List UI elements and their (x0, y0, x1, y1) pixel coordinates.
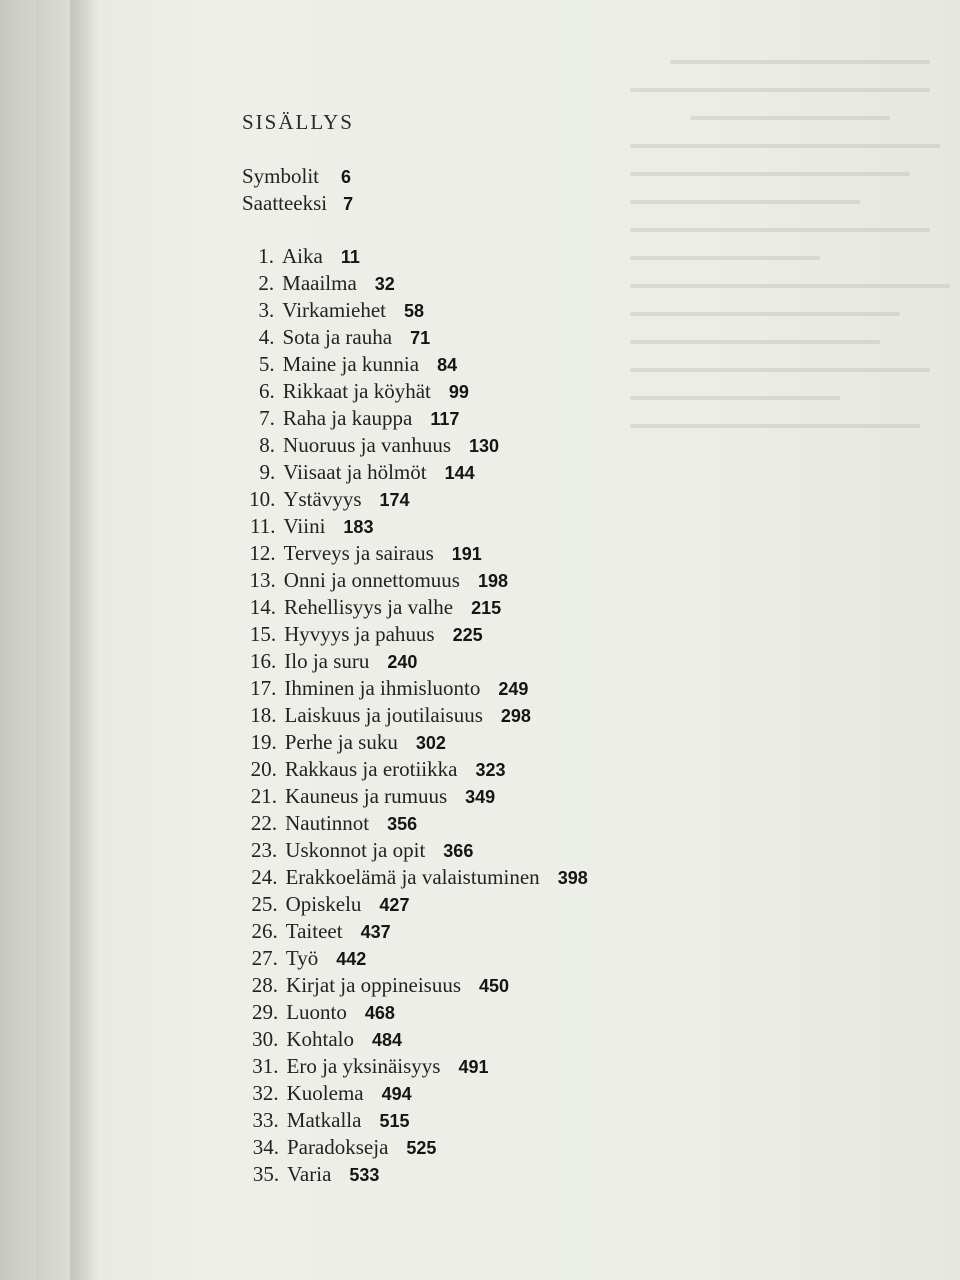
chapter-page-number: 323 (475, 760, 506, 780)
chapter-number: 12. (249, 541, 276, 565)
chapter-title: Hyvyys ja pahuus (284, 622, 435, 646)
chapter-number: 3. (258, 298, 275, 322)
chapter-title: Erakkoelämä ja valaistuminen (285, 865, 540, 889)
chapter-page-number: 183 (343, 517, 374, 537)
chapter-entry (245, 729, 588, 756)
chapter-page-number: 494 (381, 1084, 412, 1104)
chapter-number: 2. (258, 271, 275, 295)
chapter-number: 23. (251, 838, 278, 862)
chapter-title: Raha ja kauppa (282, 406, 413, 430)
chapter-page-number: 515 (379, 1111, 410, 1131)
chapter-entry (247, 1134, 588, 1161)
chapter-title: Varia (287, 1162, 332, 1186)
chapter-entry (243, 459, 588, 486)
chapter-title: Työ (285, 946, 319, 970)
chapter-page-number: 117 (430, 409, 460, 429)
chapter-page-number: 468 (364, 1003, 395, 1023)
entry-page-number: 6 (341, 167, 352, 187)
chapter-entry (242, 243, 588, 270)
chapter-number: 24. (251, 865, 278, 889)
chapter-number: 7. (259, 406, 275, 430)
chapter-title: Luonto (286, 1000, 347, 1024)
chapter-page-number: 302 (415, 733, 446, 753)
chapter-number: 20. (250, 757, 277, 781)
chapter-page-number: 32 (374, 274, 395, 294)
chapter-title: Virkamiehet (282, 298, 386, 322)
chapter-page-number: 144 (444, 463, 475, 483)
chapter-page-number: 11 (340, 247, 360, 267)
chapter-entry (245, 837, 587, 864)
chapter-page-number: 366 (443, 841, 474, 861)
chapter-page-number: 442 (336, 949, 367, 969)
chapter-number: 34. (252, 1135, 279, 1159)
chapter-entry (244, 594, 588, 621)
chapter-title: Laiskuus ja joutilaisuus (284, 703, 483, 727)
chapter-number: 15. (249, 622, 277, 646)
chapter-title: Rikkaat ja köyhät (282, 379, 431, 403)
chapter-page-number: 225 (452, 625, 483, 645)
chapter-number: 9. (259, 460, 276, 484)
chapter-entry (245, 783, 588, 810)
entry-title: Symbolit (242, 164, 320, 188)
chapter-title: Kirjat ja oppineisuus (286, 973, 462, 997)
chapter-entry (245, 810, 588, 837)
chapter-entry (245, 702, 588, 729)
chapter-entry (246, 891, 588, 918)
chapter-page-number: 398 (557, 868, 588, 888)
chapter-page-number: 174 (379, 490, 410, 510)
chapter-number: 11. (250, 514, 276, 538)
chapter-number: 8. (259, 433, 276, 457)
chapter-entry (247, 1080, 588, 1107)
chapter-entry (242, 297, 587, 324)
chapter-entry (244, 513, 588, 540)
chapter-title: Onni ja onnettomuus (283, 568, 460, 592)
chapter-number: 27. (251, 946, 278, 970)
chapter-page-number: 356 (387, 814, 418, 834)
front-matter-entry (242, 190, 353, 217)
chapter-entry (246, 918, 588, 945)
chapter-entry (244, 648, 587, 675)
chapter-title: Ero ja yksinäisyys (286, 1054, 441, 1078)
chapter-title: Aika (282, 244, 323, 268)
chapter-list (242, 243, 588, 1188)
chapter-entry (243, 432, 588, 459)
chapter-title: Maailma (282, 271, 357, 295)
chapter-title: Nuoruus ja vanhuus (283, 433, 452, 457)
chapter-number: 5. (258, 352, 275, 376)
chapter-number: 1. (258, 244, 274, 268)
chapter-page-number: 240 (387, 652, 418, 672)
chapter-title: Sota ja rauha (282, 325, 393, 349)
chapter-number: 32. (252, 1081, 279, 1105)
chapter-title: Ihminen ja ihmisluonto (284, 676, 481, 700)
chapter-number: 30. (252, 1027, 279, 1051)
chapter-entry (243, 378, 588, 405)
chapter-page-number: 450 (479, 976, 510, 996)
chapter-entry (244, 675, 587, 702)
chapter-page-number: 491 (458, 1057, 489, 1077)
chapter-title: Uskonnot ja opit (285, 838, 426, 862)
chapter-number: 26. (251, 919, 278, 943)
chapter-entry (242, 270, 588, 297)
chapter-title: Kuolema (286, 1081, 364, 1105)
chapter-entry (246, 1026, 587, 1053)
chapter-entry (243, 486, 587, 513)
chapter-title: Kauneus ja rumuus (285, 784, 448, 808)
chapter-number: 25. (251, 892, 278, 916)
chapter-entry (242, 324, 587, 351)
chapter-entry (247, 1107, 588, 1134)
chapter-number: 4. (258, 325, 275, 349)
chapter-page-number: 525 (406, 1138, 437, 1158)
front-matter-list (242, 163, 353, 217)
chapter-page-number: 84 (437, 355, 458, 375)
chapter-number: 16. (250, 649, 277, 673)
chapter-page-number: 484 (372, 1030, 403, 1050)
chapter-title: Ystävyys (283, 487, 362, 511)
chapter-number: 35. (252, 1162, 280, 1186)
chapter-entry (247, 1053, 588, 1080)
chapter-entry (244, 567, 588, 594)
chapter-title: Nautinnot (285, 811, 370, 835)
toc-heading: SISÄLLYS (242, 110, 354, 134)
chapter-number: 19. (250, 730, 277, 754)
chapter-page-number: 130 (469, 436, 500, 456)
chapter-page-number: 427 (379, 895, 410, 915)
entry-title: Saatteeksi (242, 191, 328, 215)
front-matter-entry (242, 163, 353, 190)
chapter-title: Rehellisyys ja valhe (283, 595, 454, 619)
chapter-number: 33. (252, 1108, 279, 1132)
chapter-title: Ilo ja suru (284, 649, 370, 673)
chapter-number: 10. (249, 487, 276, 511)
chapter-title: Terveys ja sairaus (283, 541, 434, 565)
chapter-title: Maine ja kunnia (282, 352, 420, 376)
chapter-title: Taiteet (285, 919, 343, 943)
chapter-entry (246, 999, 588, 1026)
chapter-page-number: 198 (477, 571, 508, 591)
chapter-number: 28. (251, 973, 279, 997)
chapter-title: Viini (283, 514, 326, 538)
chapter-number: 6. (259, 379, 275, 403)
chapter-page-number: 71 (410, 328, 431, 348)
chapter-entry (246, 972, 588, 999)
chapter-number: 29. (251, 1000, 279, 1024)
chapter-entry (245, 756, 588, 783)
chapter-page-number: 58 (404, 301, 425, 321)
chapter-page-number: 349 (465, 787, 496, 807)
chapter-number: 31. (252, 1054, 279, 1078)
chapter-title: Rakkaus ja erotiikka (284, 757, 458, 781)
chapter-page-number: 191 (451, 544, 482, 564)
chapter-page-number: 215 (471, 598, 502, 618)
chapter-entry (243, 405, 588, 432)
chapter-number: 18. (250, 703, 277, 727)
chapter-entry (247, 1161, 588, 1188)
chapter-entry (245, 864, 587, 891)
chapter-number: 22. (250, 811, 278, 835)
chapter-page-number: 99 (448, 382, 469, 402)
chapter-title: Paradokseja (286, 1135, 389, 1159)
chapter-number: 21. (250, 784, 277, 808)
chapter-number: 14. (249, 595, 276, 619)
chapter-number: 17. (250, 676, 277, 700)
chapter-entry (243, 351, 588, 378)
chapter-page-number: 249 (498, 679, 529, 699)
chapter-title: Perhe ja suku (284, 730, 398, 754)
entry-page-number: 7 (343, 194, 354, 214)
chapter-number: 13. (249, 568, 276, 592)
chapter-entry (244, 621, 588, 648)
chapter-title: Matkalla (286, 1108, 362, 1132)
chapter-title: Opiskelu (285, 892, 362, 916)
chapter-entry (244, 540, 588, 567)
chapter-page-number: 437 (360, 922, 391, 942)
chapter-title: Kohtalo (286, 1027, 354, 1051)
chapter-page-number: 533 (349, 1165, 380, 1185)
chapter-entry (246, 945, 588, 972)
chapter-title: Viisaat ja hölmöt (283, 460, 427, 484)
chapter-page-number: 298 (500, 706, 531, 726)
